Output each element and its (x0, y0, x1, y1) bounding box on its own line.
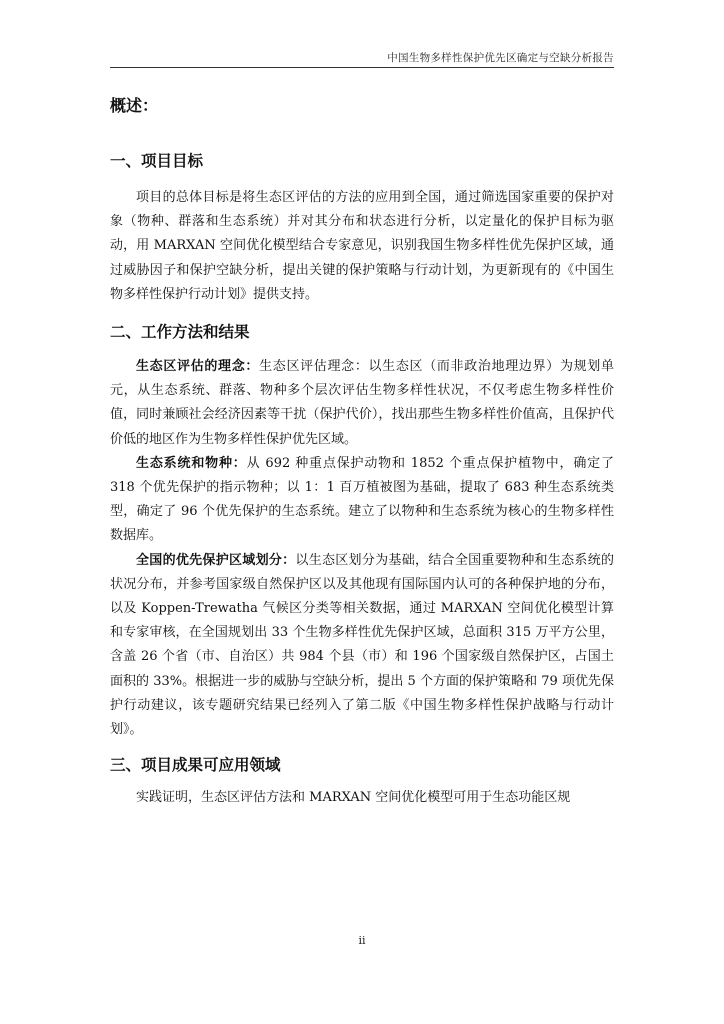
page-body (110, 92, 614, 810)
paragraph-lead: 全国的优先保护区域划分： (136, 552, 296, 568)
paragraph-lead: 生态区评估的理念： (136, 359, 260, 375)
paragraph-text: 以生态区划分为基础，结合全国重要物种和生态系统的状况分布，并参考国家级自然保护区以及其他现有国际国内认可的各种保护地的分布，以及 Koppen-Trewatha 气候区分类等相关数据，通过 MARXAN 空间优化模型计算和专家审核，在全国规划出 33 个生物多样性优先保护区域，总面积 315 万平方公里，含盖 26 个省（市、自治区）共 984 个县（市）和 196 个国家级自然保护区，占国土面积的 33%。根据进一步的威胁与空缺分析，提出 5 个方面的保护策略和 79 项优先保护行动建议，该专题研究结果已经列入了第二版《中国生物多样性保护战略与行动计划》。 (110, 552, 614, 738)
section-heading-goals: 一、项目目标 (110, 152, 204, 170)
paragraph-lead: 生态系统和物种： (136, 455, 247, 471)
paragraph-text: 实践证明，生态区评估方法和 MARXAN 空间优化模型可用于生态功能区规 (136, 790, 571, 806)
page-number: ii (358, 934, 366, 947)
paragraph-text: 项目的总体目标是将生态区评估的方法的应用到全国，通过筛选国家重要的保护对象（物种、群落和生态系统）并对其分布和状态进行分析，以定量化的保护目标为驱动，用 MARXAN 空间优化模型结合专家意见，识别我国生物多样性优先保护区域，通过威胁因子和保护空缺分析，提出关键的保护策略与行动计划，为更新现有的《中国生物多样性保护行动计划》提供支持。 (110, 190, 614, 302)
section-heading-methods: 二、工作方法和结果 (110, 323, 250, 342)
section-heading-applications: 三、项目成果可应用领域 (110, 756, 281, 775)
paragraph (110, 355, 614, 452)
paragraph (110, 786, 614, 810)
paragraph-text: 生态区评估理念：以生态区（而非政治地理边界）为规划单元，从生态系统、群落、物种多个层次评估生物多样性状况，不仅考虑生物多样性价值，同时兼顾社会经济因素等干扰（保护代价），找出那些生物多样性价值高，且保护代价低的地区作为生物多样性保护优先区域。 (110, 359, 614, 447)
paragraph-text: 从 692 种重点保护动物和 1852 个重点保护植物中，确定了 318 个优先保护的指示物种；以 1：1 百万植被图为基础，提取了 683 种生态系统类型，确定了 96 个优先保护的生态系统。建立了以物种和生态系统为核心的生物多样性数据库。 (110, 455, 614, 544)
running-header: 中国生物多样性保护优先区确定与空缺分析报告 (387, 52, 614, 64)
paragraph (110, 452, 614, 549)
paragraph (110, 186, 614, 307)
overview-label: 概述： (110, 96, 159, 115)
paragraph (110, 549, 614, 743)
header-divider (110, 67, 614, 68)
